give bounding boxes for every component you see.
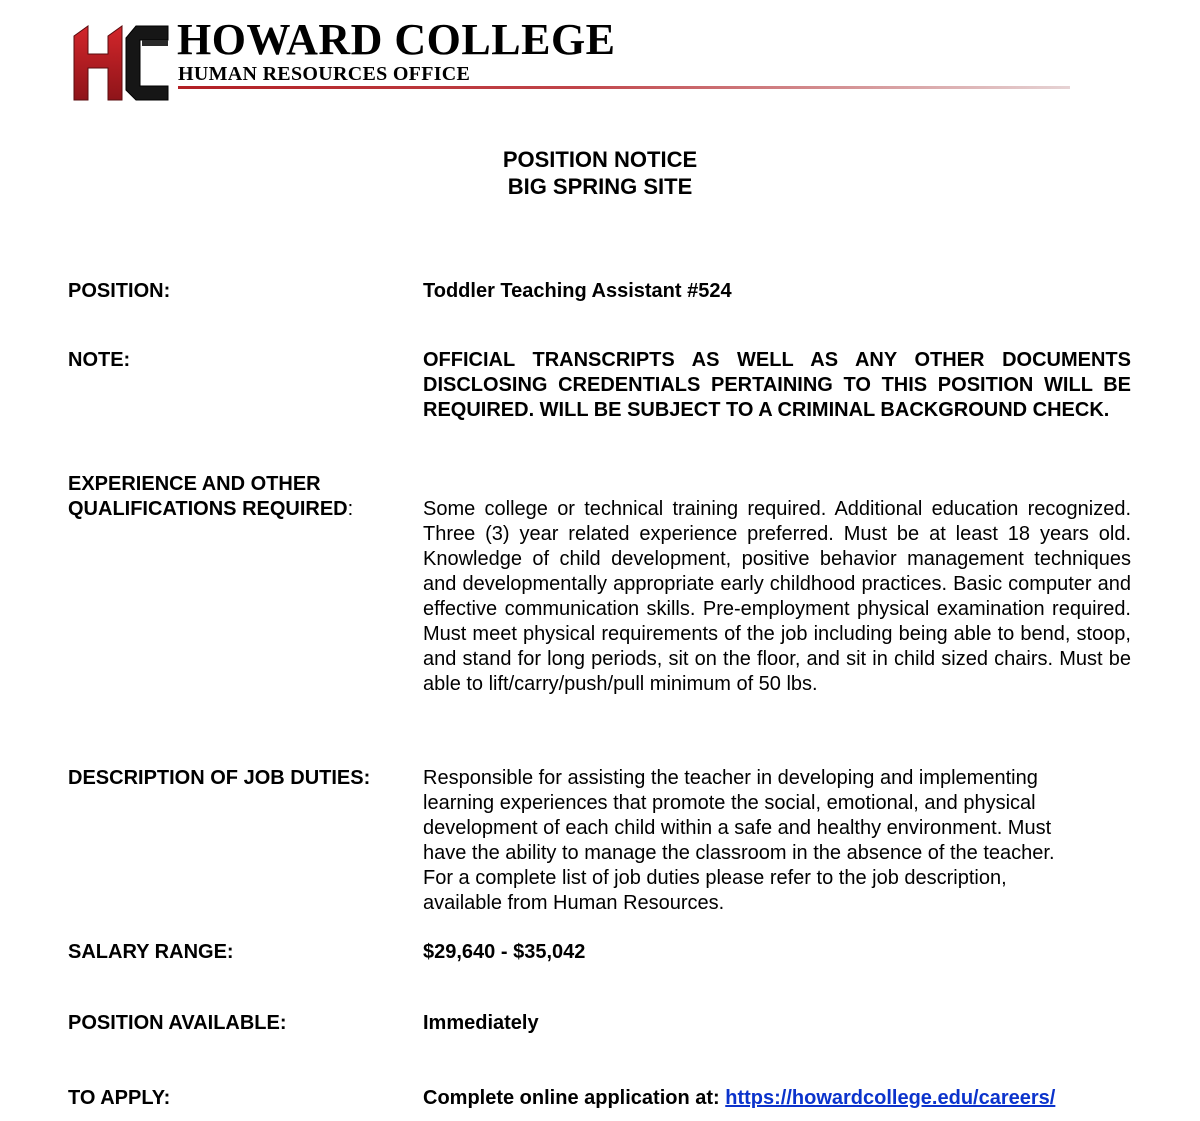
office-name: HUMAN RESOURCES OFFICE bbox=[178, 63, 471, 85]
salary-value: $29,640 - $35,042 bbox=[423, 941, 586, 963]
howard-college-logo bbox=[72, 16, 172, 102]
apply-label: TO APPLY: bbox=[68, 1087, 171, 1109]
duties-line: development of each child within a safe and healthy environment. Must bbox=[423, 817, 1052, 839]
note-value: OFFICIAL TRANSCRIPTS AS WELL AS ANY OTHER DOCUMENTS DISCLOSING CREDENTIALS PERTAINING TO THIS POSITION WILL BE REQUIRED. WILL BE SUBJECT TO A CRIMINAL BACKGROUND CHECK. bbox=[423, 349, 1131, 421]
careers-link[interactable]: https://howardcollege.edu/careers/ bbox=[725, 1087, 1056, 1109]
available-label: POSITION AVAILABLE: bbox=[68, 1012, 287, 1034]
experience-label-colon: : bbox=[347, 498, 354, 520]
experience-label bbox=[68, 472, 353, 522]
salary-label: SALARY RANGE: bbox=[68, 941, 234, 963]
notice-title bbox=[0, 146, 1200, 200]
duties-value bbox=[423, 766, 1133, 916]
apply-prefix: Complete online application at: bbox=[423, 1087, 726, 1109]
note-label: NOTE: bbox=[68, 349, 131, 371]
experience-label-line2: QUALIFICATIONS REQUIRED bbox=[68, 498, 348, 520]
apply-value bbox=[423, 1086, 1133, 1111]
experience-value: Some college or technical training required. Additional education recognized. Three (3) year related experience preferred. Must be at least 18 years old. Knowledge of child development, positive behavior management techniques and developmentally appropriate early childhood practices. Basic computer and effective communication skills. Pre-employment physical examination required. Must meet physical requirements of the job including being able to bend, stoop, and stand for long periods, sit on the floor, and sit in child sized chairs. Must be able to lift/carry/push/pull minimum of 50 lbs. bbox=[423, 498, 1131, 695]
duties-line: For a complete list of job duties please refer to the job description, bbox=[423, 867, 1007, 889]
duties-label: DESCRIPTION OF JOB DUTIES: bbox=[68, 767, 371, 789]
experience-label-line1: EXPERIENCE AND OTHER bbox=[68, 473, 321, 495]
available-value: Immediately bbox=[423, 1012, 539, 1034]
notice-title-line: POSITION NOTICE bbox=[502, 147, 698, 172]
position-label: POSITION: bbox=[68, 280, 171, 302]
college-name: HOWARD COLLEGE bbox=[177, 15, 616, 64]
duties-line: Responsible for assisting the teacher in developing and implementing bbox=[423, 767, 1038, 789]
position-value: Toddler Teaching Assistant #524 bbox=[423, 280, 732, 302]
duties-line: learning experiences that promote the social, emotional, and physical bbox=[423, 792, 1036, 814]
duties-line: have the ability to manage the classroom in the absence of the teacher. bbox=[423, 842, 1055, 864]
header-rule bbox=[178, 86, 1070, 89]
letterhead bbox=[72, 10, 1072, 100]
duties-line: available from Human Resources. bbox=[423, 892, 725, 914]
notice-site-line: BIG SPRING SITE bbox=[507, 174, 693, 199]
